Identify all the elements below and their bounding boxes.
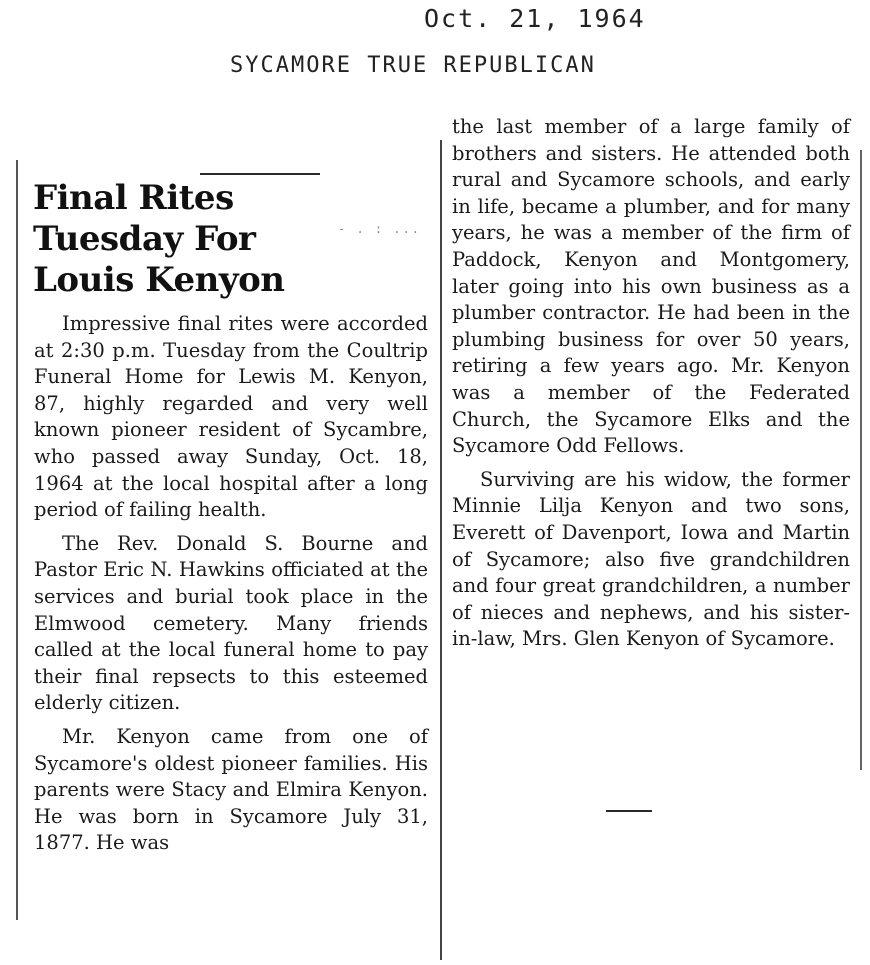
paragraph: Surviving are his widow, the former Minnie Lilja Kenyon and two sons, Everett of Davenport, Iowa and Martin of Sycamore; also five grandchildren and four great grandchildren, a number of nieces and nephews, and his sister-in-law, Mrs. Glen Kenyon of Sycamore. xyxy=(452,467,850,651)
right-column-border xyxy=(860,150,862,770)
right-column xyxy=(452,114,850,653)
paragraph: Mr. Kenyon came from one of Sycamore's oldest pioneer families. His parents were Stacy and Elmira Kenyon. He was born in Sycamore July 31, 1877. He was xyxy=(34,724,428,855)
paragraph: the last member of a large family of brothers and sisters. He attended both rural and Sycamore schools, and early in life, became a plumber, and for many years, he was a member of the firm of Paddock, Kenyon and Montgomery, later going into his own business as a plumber contractor. He had been in the plumbing business for over 50 years, retiring a few years ago. Mr. Kenyon was a member of the Federated Church, the Sycamore Elks and the Sycamore Odd Fellows. xyxy=(452,115,850,458)
paragraph: Impressive final rites were accorded at 2:30 p.m. Tuesday from the Coultrip Funeral Home for Lewis M. Kenyon, 87, highly regarded and very well known pioneer resident of Sycambre, who passed away Sunday, Oct. 18, 1964 at the local hospital after a long period of failing health. xyxy=(34,312,428,522)
headline-top-rule xyxy=(200,173,320,175)
left-column-border xyxy=(16,160,18,920)
date-stamp: Oct. 21, 1964 xyxy=(424,4,646,33)
headline: Final Rites Tuesday For Louis Kenyon xyxy=(33,178,285,300)
left-column xyxy=(34,311,428,857)
newspaper-name: SYCAMORE TRUE REPUBLICAN xyxy=(230,53,596,78)
paragraph: The Rev. Donald S. Bourne and Pastor Eric N. Hawkins officiated at the services and burial took place in the Elmwood cemetery. Many friends called at the local funeral home to pay their final repsects to this esteemed elderly citizen. xyxy=(34,531,428,715)
end-rule xyxy=(606,810,652,812)
print-smudge: - . : ... xyxy=(338,222,422,236)
column-divider xyxy=(440,140,442,960)
